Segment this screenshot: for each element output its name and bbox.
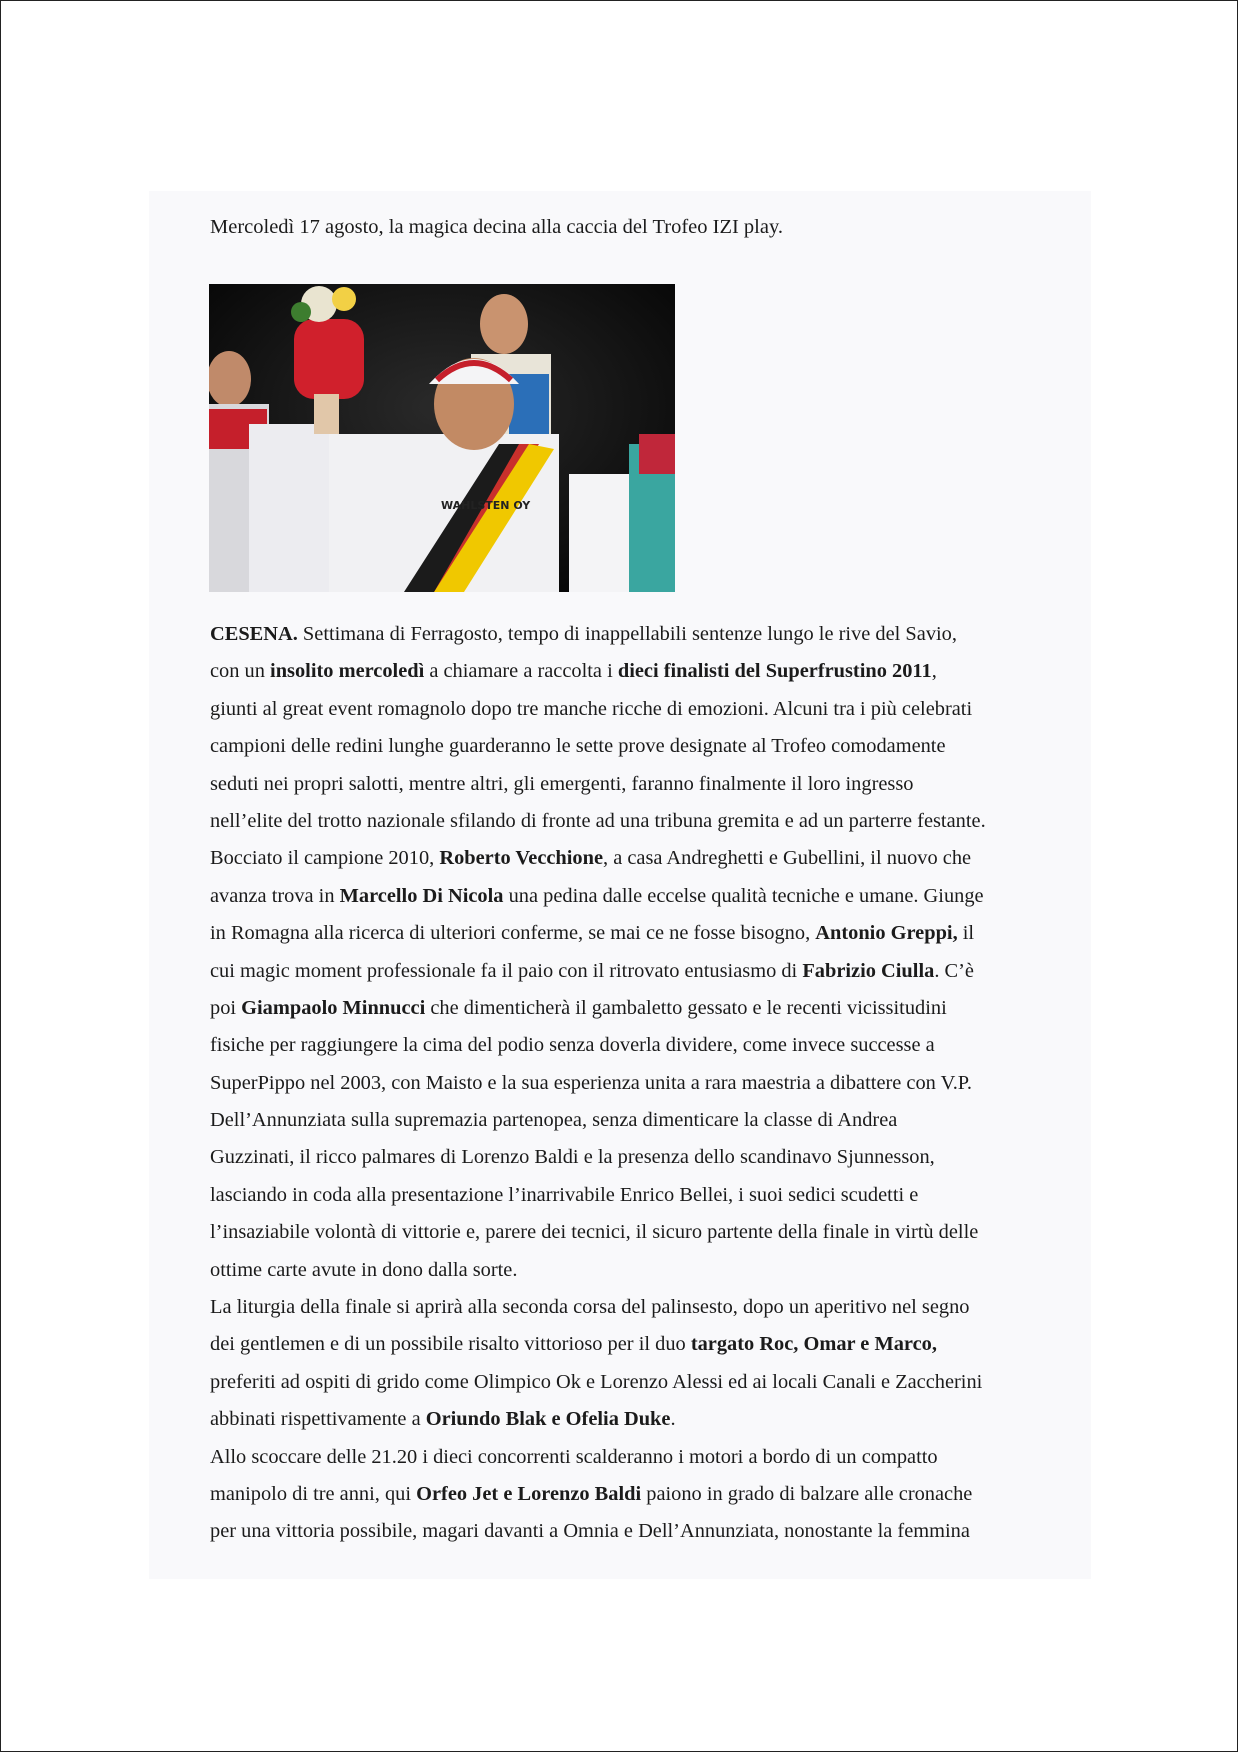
article-text: paiono in grado di balzare alle cronache [641,1482,973,1505]
article-text: Allo scoccare delle 21.20 i dieci concorrenti scalderanno i motori a bordo di un compatto [210,1445,938,1468]
article-photo [209,284,675,592]
article-text: Guzzinati, il ricco palmares di Lorenzo Baldi e la presenza dello scandinavo Sjunnesson, [210,1146,935,1169]
article-text: avanza trova in [210,884,340,907]
article-text: lasciando in coda alla presentazione l’inarrivabile Enrico Bellei, i suoi sedici scudetti e [210,1183,919,1206]
article-text: campioni delle redini lunghe guarderanno le sette prove designate al Trofeo comodamente [210,735,946,758]
article-text: poi [210,996,242,1019]
article-line [210,1289,1050,1326]
article-text: una pedina dalle eccelse qualità tecniche e umane. Giunge [503,884,984,907]
article-text: SuperPippo nel 2003, con Maisto e la sua esperienza unita a rara maestria a dibattere con V.P. [210,1071,972,1094]
article-text: abbinati rispettivamente a [210,1408,426,1431]
article-line [210,915,1050,952]
article-line [210,803,1050,840]
article-line [210,616,1050,653]
article-text: Settimana di Ferragosto, tempo di inappellabili sentenze lungo le rive del Savio, [297,623,957,645]
article-line [210,1476,1050,1513]
article-line [210,1513,1050,1550]
article-line [210,953,1050,990]
article-bold-text: Oriundo Blak e Ofelia Duke [425,1408,671,1431]
article-text: dei gentlemen e di un possibile risalto vittorioso per il duo [210,1333,691,1356]
article-text: ottime carte avute in dono dalla sorte. [210,1258,518,1281]
article-text: cui magic moment professionale fa il paio con il ritrovato entusiasmo di [210,959,803,982]
shirt-lettering: WAHLSTEN OY [441,499,531,512]
headline: Mercoledì 17 agosto, la magica decina alla caccia del Trofeo IZI play. [210,216,784,238]
article-text: a chiamare a raccolta i [424,660,618,683]
article-bold-text: CESENA. [210,623,298,645]
article-line [210,1364,1050,1401]
article-text: Bocciato il campione 2010, [210,847,440,870]
article-line [210,1027,1050,1064]
article-text: , a casa Andreghetti e Gubellini, il nuovo che [603,847,972,870]
article-line [210,691,1050,728]
article-line [210,990,1050,1027]
article-bold-text: Roberto Vecchione [439,847,604,870]
article-text: manipolo di tre anni, qui [210,1482,417,1505]
article-line [210,653,1050,690]
article-bold-text: Giampaolo Minnucci [241,996,426,1019]
article-line [210,1177,1050,1214]
article-text: nell’elite del trotto nazionale sfilando di fronte ad una tribuna gremita e ad un parterre festante. [210,809,986,832]
article-text: Dell’Annunziata sulla supremazia partenopea, senza dimenticare la classe di Andrea [210,1109,898,1132]
article-bold-text: Antonio Greppi, [815,922,958,945]
article-body [210,616,1050,1551]
article-text: il [957,922,975,945]
article-bold-text: dieci finalisti del Superfrustino 2011 [617,660,932,683]
article-line [210,1326,1050,1363]
article-text: . C’è [934,959,974,982]
article-line [210,1252,1050,1289]
article-text: che dimenticherà il gambaletto gessato e le recenti vicissitudini [425,996,947,1019]
article-line [210,728,1050,765]
article-bold-text: Fabrizio Ciulla [802,959,935,982]
article-text: preferiti ad ospiti di grido come Olimpico Ok e Lorenzo Alessi ed ai locali Canali e Zaccherini [210,1370,983,1393]
article-line [210,766,1050,803]
article-text: con un [210,660,271,683]
article-bold-text: Orfeo Jet e Lorenzo Baldi [416,1482,642,1505]
article-line [210,1065,1050,1102]
article-line [210,1102,1050,1139]
article-text: giunti al great event romagnolo dopo tre manche ricche di emozioni. Alcuni tra i più celebrati [210,697,973,720]
article-line [210,878,1050,915]
article-bold-text: targato Roc, Omar e Marco, [690,1333,937,1356]
article-text: , [931,660,937,683]
article-line [210,1401,1050,1438]
article-text: La liturgia della finale si aprirà alla seconda corsa del palinsesto, dopo un aperitivo nel segno [210,1296,970,1319]
article-bold-text: Marcello Di Nicola [339,884,504,907]
article-line [210,1139,1050,1176]
article-text: in Romagna alla ricerca di ulteriori conferme, se mai ce ne fosse bisogno, [210,922,816,945]
article-line [210,1214,1050,1251]
article-text: . [670,1408,676,1431]
article-text: seduti nei propri salotti, mentre altri, gli emergenti, faranno finalmente il loro ingresso [210,772,914,795]
article-line [210,1439,1050,1476]
article-line [210,840,1050,877]
article-text: fisiche per raggiungere la cima del podio senza doverla dividere, come invece successe a [210,1034,935,1057]
article-text: l’insaziabile volontà di vittorie e, parere dei tecnici, il sicuro partente della finale in virtù delle [210,1221,979,1244]
article-bold-text: insolito mercoledì [270,660,425,683]
article-text: per una vittoria possibile, magari davanti a Omnia e Dell’Annunziata, nonostante la femmina [210,1520,970,1543]
